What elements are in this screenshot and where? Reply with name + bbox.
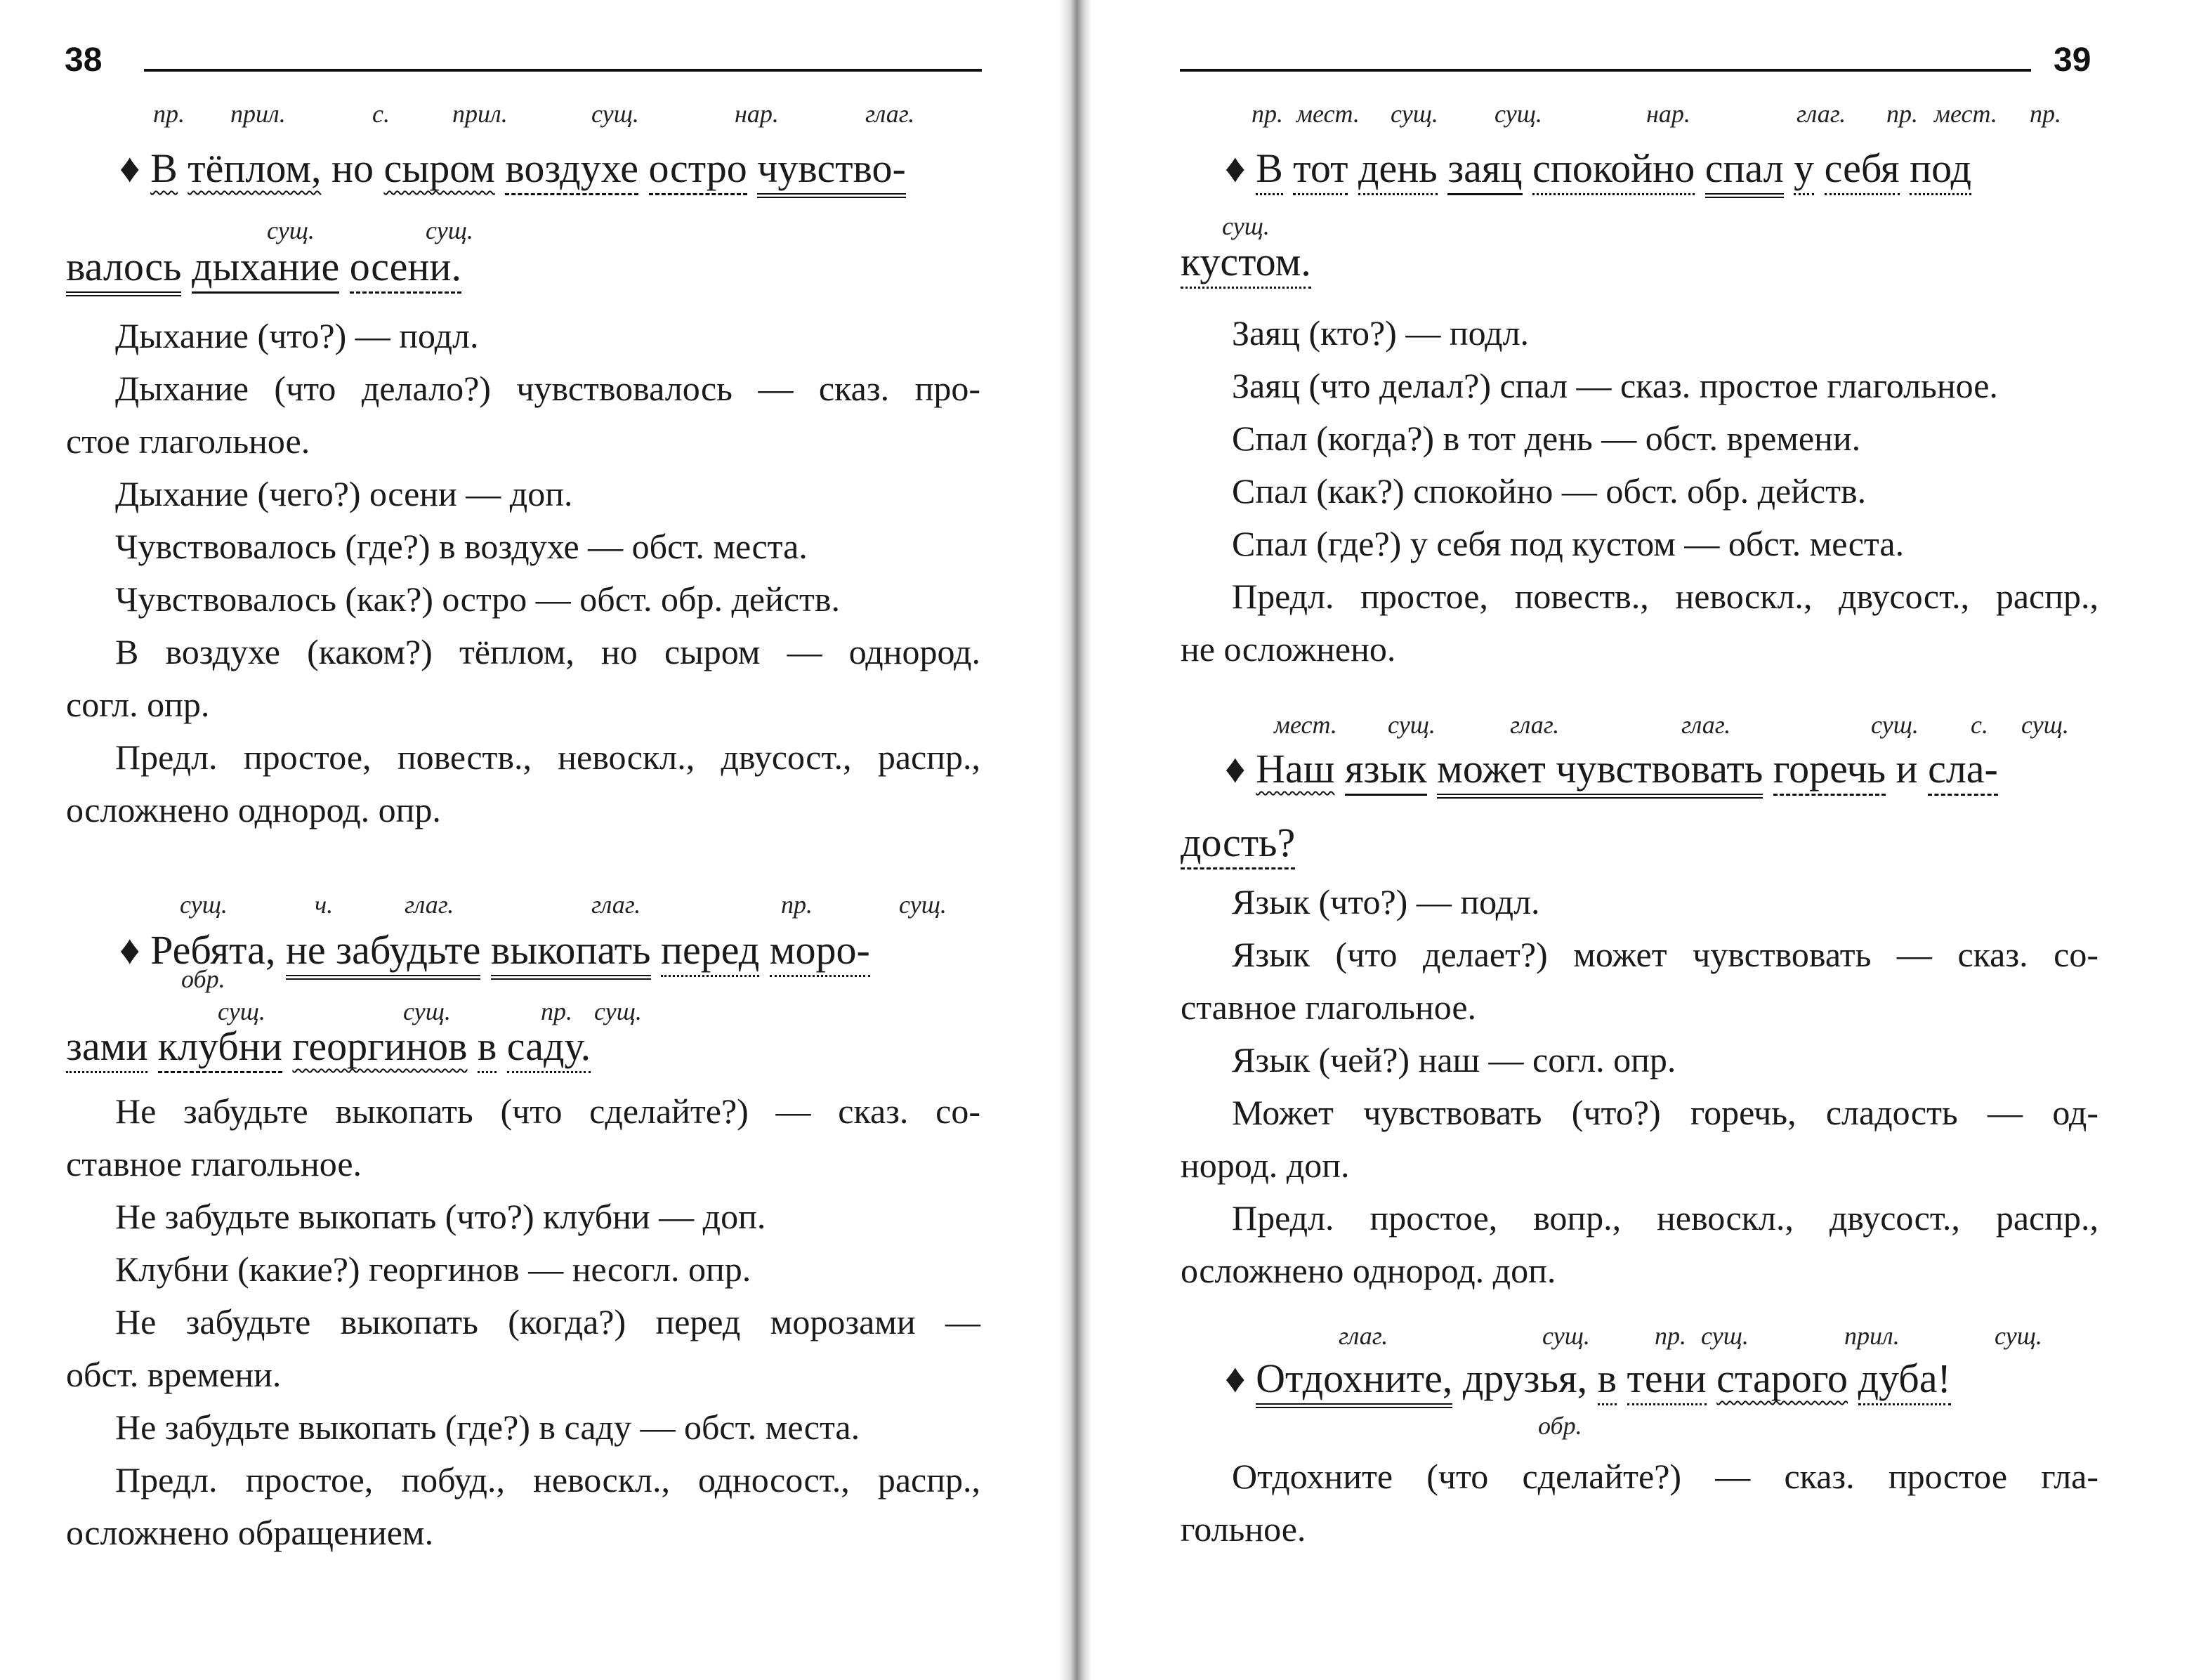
word: перед — [661, 926, 759, 977]
word-preposition: В — [150, 145, 178, 191]
analysis-line: Может чувствовать (что?) горечь, сладость — од- — [1232, 1093, 2098, 1132]
pos-label: нар. — [1646, 100, 1690, 128]
bullet-icon: ♦ — [119, 927, 140, 973]
pos-label: мест. — [1934, 100, 1997, 128]
example-sentence-line — [66, 1022, 591, 1073]
analysis-line: Дыхание (что?) — подл. — [115, 316, 479, 355]
pos-label: сущ. — [1388, 711, 1436, 739]
word: моро- — [770, 926, 870, 977]
word: язык — [1345, 744, 1427, 796]
analysis-line: стое глагольное. — [66, 421, 310, 461]
word: георгинов — [292, 1023, 468, 1069]
pos-label: глаг. — [1681, 711, 1731, 739]
analysis-line: осложнено однород. опр. — [66, 790, 441, 829]
word: спокойно — [1532, 144, 1695, 195]
left-page — [0, 0, 1075, 1680]
page-number-left: 38 — [65, 41, 103, 79]
word: чувство- — [757, 144, 906, 198]
pos-label: нар. — [735, 100, 779, 128]
pos-label: глаг. — [405, 891, 454, 919]
example-sentence-line — [119, 926, 870, 980]
pos-label: сущ. — [2021, 711, 2069, 739]
pos-label: глаг. — [591, 891, 641, 919]
bullet-icon: ♦ — [1225, 145, 1246, 191]
example-sentence-line — [1225, 1354, 1951, 1408]
analysis-line: Дыхание (чего?) осени — доп. — [115, 474, 573, 513]
header-rule-right — [1180, 69, 2031, 72]
analysis-line: Дыхание (что делало?) чувствовалось — сказ. про- — [115, 369, 980, 408]
word: себя — [1825, 144, 1900, 195]
pos-label: мест. — [1274, 711, 1337, 739]
pos-label: сущ. — [1995, 1322, 2042, 1350]
analysis-line: Чувствовалось (как?) остро — обст. обр. действ. — [115, 579, 841, 619]
pos-label: пр. — [541, 997, 572, 1025]
analysis-line: Предл. простое, повеств., невоскл., двусост., распр., — [115, 737, 980, 777]
word: тени — [1627, 1354, 1707, 1405]
word: остро — [649, 144, 747, 195]
pos-label: сущ. — [1222, 212, 1270, 240]
word: старого — [1716, 1356, 1848, 1401]
word: заяц — [1447, 144, 1522, 195]
pos-label: глаг. — [1796, 100, 1846, 128]
word: В — [1256, 144, 1283, 195]
pos-label: ч. — [315, 891, 334, 919]
analysis-line: Чувствовалось (где?) в воздухе — обст. места. — [115, 527, 808, 566]
word: саду. — [507, 1022, 591, 1073]
word: дость? — [1181, 818, 1295, 869]
pos-label: пр. — [1655, 1322, 1686, 1350]
analysis-line: Предл. простое, побуд., невоскл., односост., распр., — [115, 1460, 980, 1499]
analysis-line: Предл. простое, вопр., невоскл., двусост., распр., — [1232, 1198, 2098, 1238]
address-label: обр. — [181, 965, 225, 993]
word: и — [1896, 746, 1918, 792]
analysis-line: Спал (как?) спокойно — обст. обр. действ. — [1232, 471, 1867, 511]
example-sentence-line — [119, 144, 906, 198]
example-sentence-line — [1225, 144, 1971, 198]
pos-label: глаг. — [865, 100, 915, 128]
analysis-line: Язык (что делает?) может чувствовать — сказ. со- — [1232, 935, 2098, 974]
pos-label: глаг. — [1339, 1322, 1388, 1350]
pos-label: пр. — [2030, 100, 2061, 128]
analysis-line: Спал (когда?) в тот день — обст. времени. — [1232, 419, 1861, 458]
analysis-line: Заяц (кто?) — подл. — [1232, 313, 1530, 353]
analysis-line: ставное глагольное. — [66, 1144, 362, 1183]
pos-label: сущ. — [1701, 1322, 1749, 1350]
word: горечь — [1773, 744, 1886, 796]
analysis-line: Не забудьте выкопать (что?) клубни — доп. — [115, 1197, 766, 1236]
pos-label: сущ. — [180, 891, 228, 919]
word: тёплом, — [188, 145, 322, 191]
analysis-line: не осложнено. — [1181, 629, 1396, 669]
example-sentence-line — [1181, 237, 1311, 289]
address-label: обр. — [1538, 1412, 1582, 1440]
analysis-line: Не забудьте выкопать (где?) в саду — обст. места. — [115, 1407, 860, 1447]
analysis-line: Не забудьте выкопать (что сделайте?) — сказ. со- — [115, 1091, 980, 1131]
word: не забудьте — [286, 926, 480, 980]
analysis-line: Отдохните (что сделайте?) — сказ. простое гла- — [1232, 1457, 2098, 1496]
pos-label: мест. — [1296, 100, 1360, 128]
pos-label: сущ. — [1542, 1322, 1590, 1350]
analysis-line: ставное глагольное. — [1181, 987, 1477, 1027]
analysis-line: Предл. простое, повеств., невоскл., двусост., распр., — [1232, 577, 2098, 616]
word: сыром — [383, 145, 495, 191]
word: Наш — [1256, 746, 1335, 792]
word: под — [1910, 144, 1971, 195]
word: кустом. — [1181, 237, 1311, 289]
analysis-line: Язык (что?) — подл. — [1232, 882, 1540, 921]
word: в — [478, 1022, 497, 1073]
word: сла- — [1928, 744, 1998, 796]
word: дуба! — [1858, 1354, 1951, 1405]
analysis-line: согл. опр. — [66, 685, 210, 724]
header-rule-left — [144, 69, 982, 72]
pos-label: сущ. — [1391, 100, 1438, 128]
pos-label: прил. — [1844, 1322, 1900, 1350]
pos-label: сущ. — [899, 891, 947, 919]
analysis-line: Спал (где?) у себя под кустом — обст. места. — [1232, 524, 1905, 563]
word: может чувствовать — [1437, 744, 1763, 799]
analysis-line: В воздухе (каком?) тёплом, но сыром — однород. — [115, 632, 980, 671]
word: валось — [66, 242, 181, 296]
pos-label: сущ. — [218, 997, 265, 1025]
pos-label: пр. — [781, 891, 813, 919]
word: спал — [1705, 144, 1784, 198]
analysis-line: осложнено обращением. — [66, 1513, 434, 1552]
analysis-line: Не забудьте выкопать (когда?) перед морозами — — [115, 1302, 980, 1341]
word: Отдохните, — [1256, 1354, 1452, 1408]
word: но — [331, 145, 374, 191]
analysis-line: гольное. — [1181, 1509, 1306, 1549]
analysis-line: осложнено однород. доп. — [1181, 1251, 1556, 1290]
pos-label: сущ. — [267, 216, 315, 244]
page-number-right: 39 — [2054, 41, 2091, 79]
pos-label: с. — [1971, 711, 1988, 739]
analysis-line: Язык (чей?) наш — согл. опр. — [1232, 1040, 1676, 1079]
pos-label: сущ. — [594, 997, 642, 1025]
pos-label: прил. — [452, 100, 508, 128]
pos-label: пр. — [153, 100, 185, 128]
analysis-line: Клубни (какие?) георгинов — несогл. опр. — [115, 1249, 751, 1289]
word-address: друзья, — [1462, 1356, 1588, 1401]
bullet-icon: ♦ — [119, 145, 140, 191]
word: воздухе — [505, 144, 638, 195]
pos-label: сущ. — [591, 100, 639, 128]
word: тот — [1293, 144, 1348, 195]
word: у — [1794, 144, 1814, 195]
word: выкопать — [491, 926, 651, 980]
right-page — [1079, 0, 2194, 1680]
word: дыхание — [192, 242, 339, 294]
analysis-line: обст. времени. — [66, 1355, 282, 1394]
pos-label: пр. — [1886, 100, 1918, 128]
pos-label: глаг. — [1510, 711, 1560, 739]
word-address: Ребята, — [150, 927, 276, 973]
pos-label: сущ. — [1495, 100, 1542, 128]
pos-label: сущ. — [426, 216, 473, 244]
example-sentence-line — [66, 242, 461, 296]
pos-label: с. — [372, 100, 390, 128]
example-sentence-line — [1225, 744, 1998, 799]
pos-label: сущ. — [1871, 711, 1919, 739]
example-sentence-line — [1181, 818, 1295, 869]
pos-label: прил. — [230, 100, 286, 128]
analysis-line: нород. доп. — [1181, 1146, 1350, 1185]
word: зами — [66, 1022, 147, 1073]
pos-label: сущ. — [403, 997, 451, 1025]
pos-label: пр. — [1252, 100, 1283, 128]
analysis-line: Заяц (что делал?) спал — сказ. простое глагольное. — [1232, 366, 1998, 405]
word: день — [1358, 144, 1438, 195]
word: в — [1598, 1354, 1617, 1405]
word: клубни — [158, 1022, 282, 1073]
bullet-icon: ♦ — [1225, 1356, 1246, 1401]
bullet-icon: ♦ — [1225, 746, 1246, 792]
word: осени. — [350, 242, 461, 294]
